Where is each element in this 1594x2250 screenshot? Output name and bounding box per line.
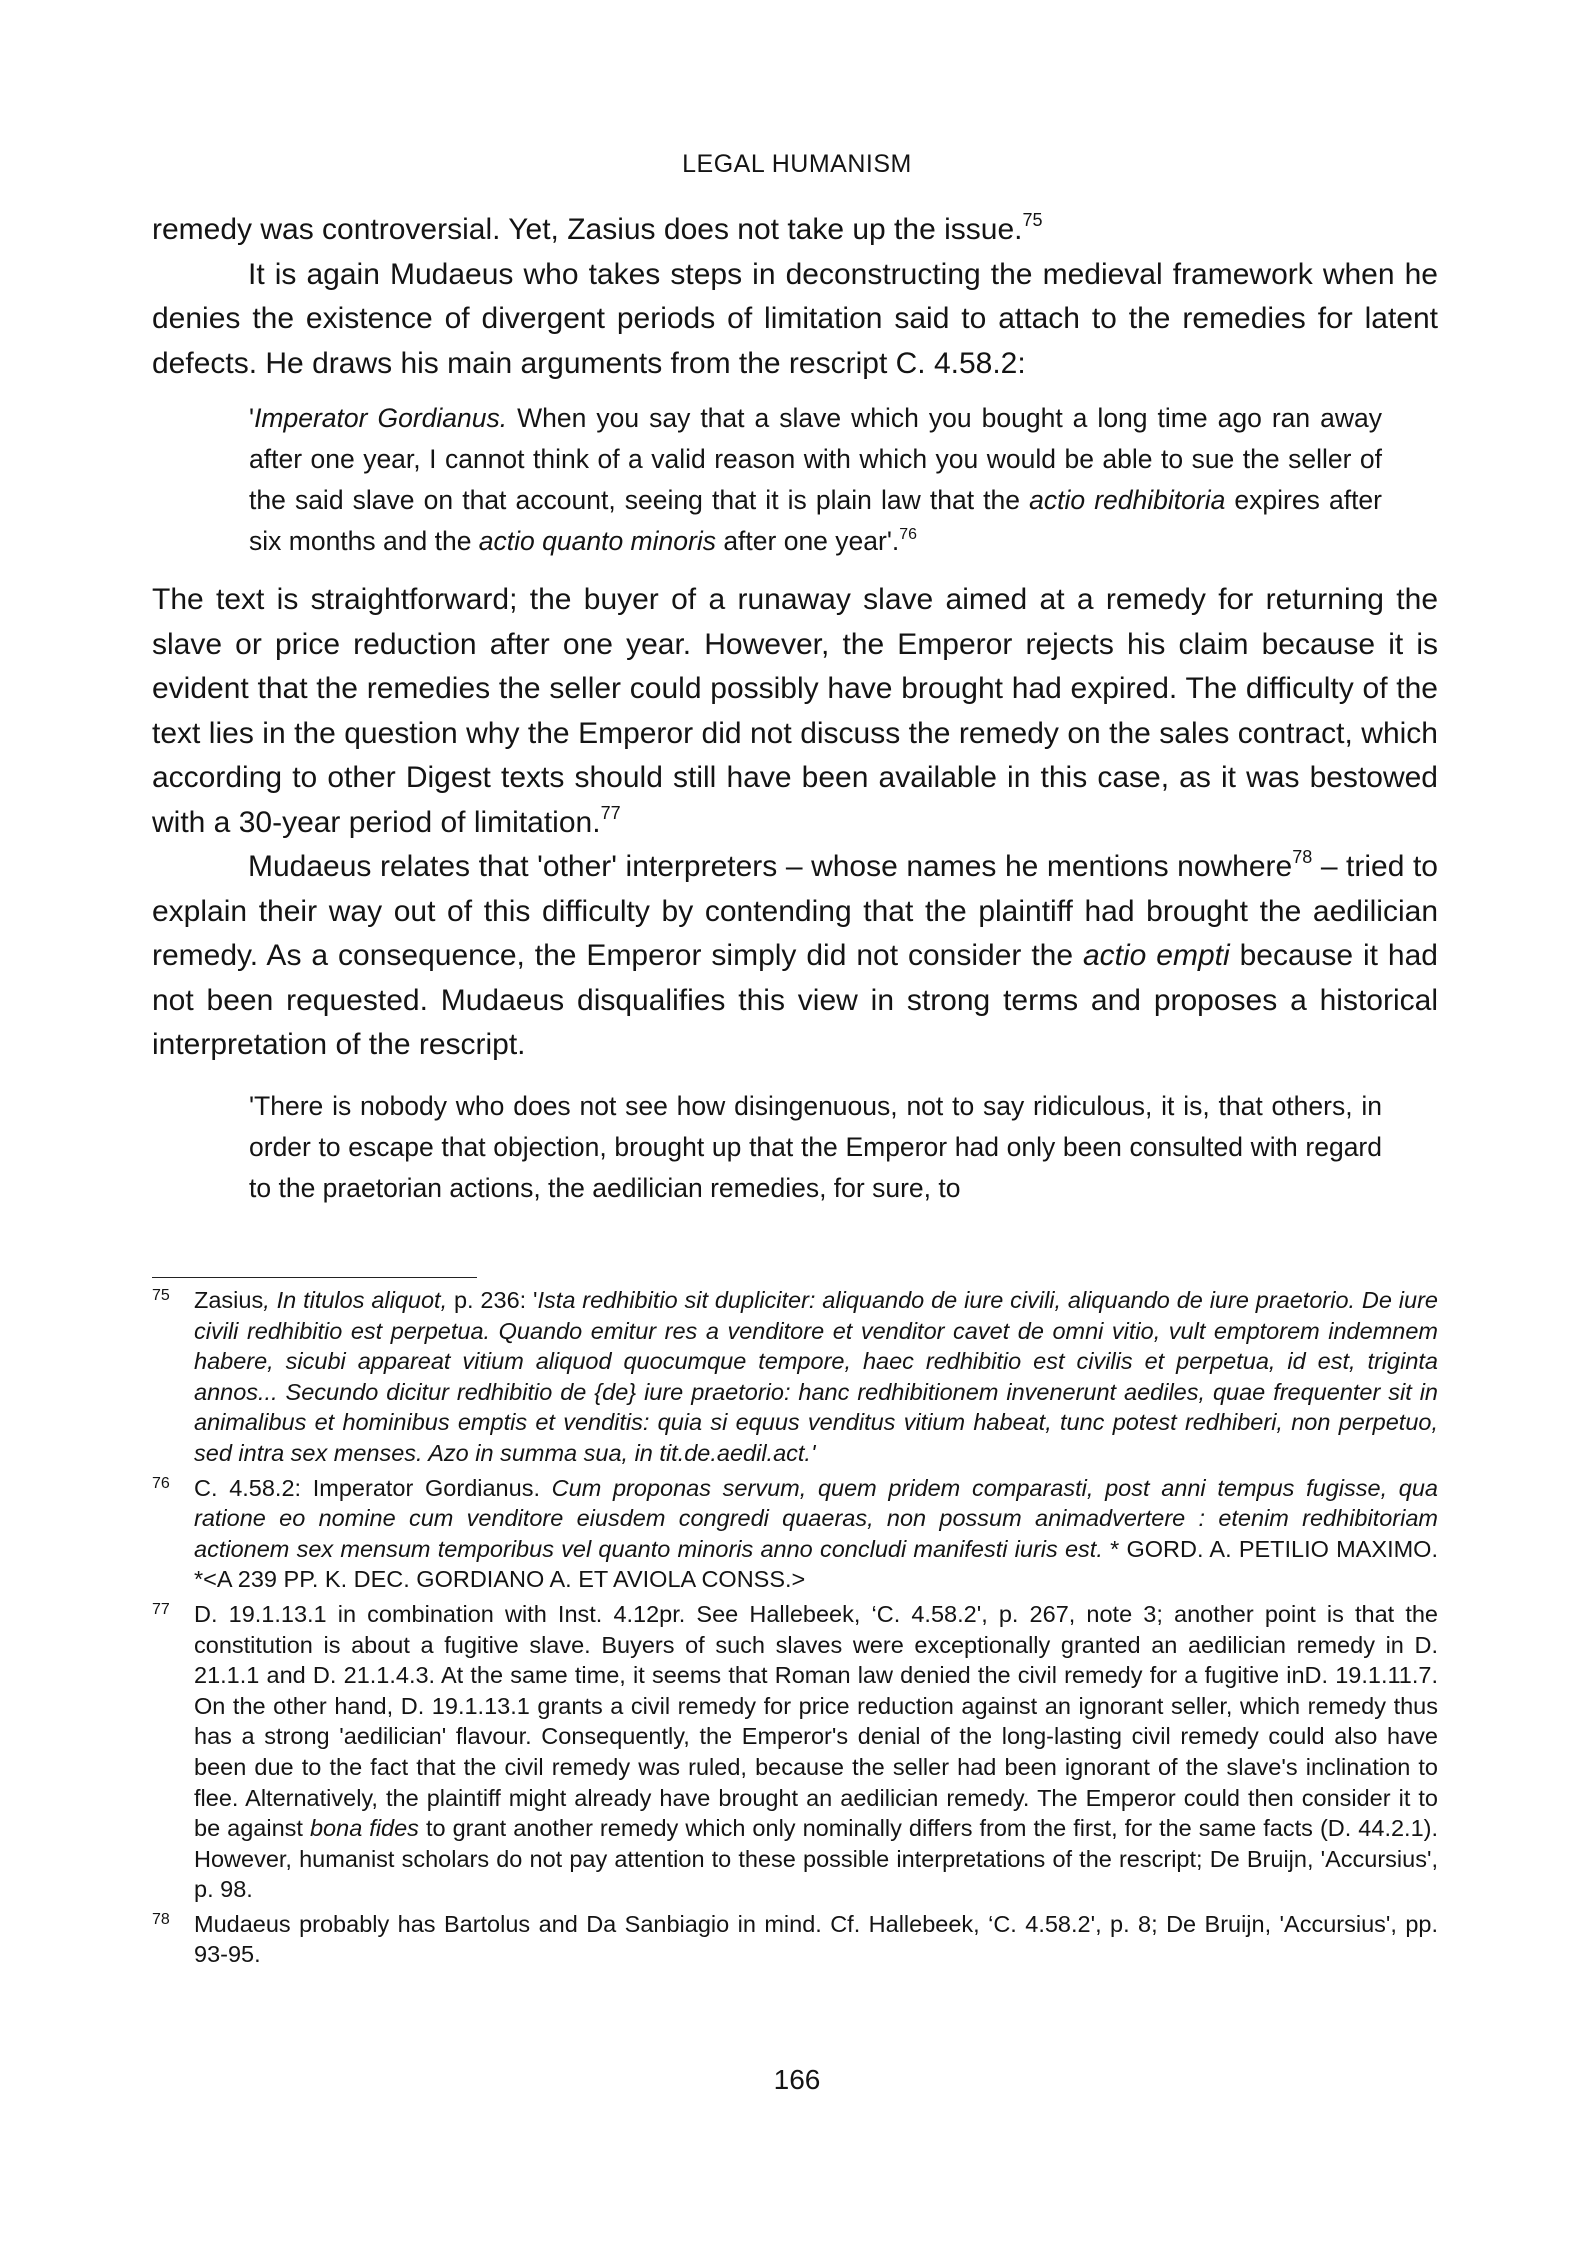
block-quote-rescript: 'Imperator Gordianus. When you say that a slave which you bought a long time ago ran away after one year, I cannot think of a valid reason with which you would be able to sue the seller of the said slave on that account, seeing that it is plain law that the actio redhibitoria expires after six months and the actio quanto minoris after one year'.$^{76}$ xyxy=(249,403,1382,556)
footnote-text: Mudaeus probably has Bartolus and Da Sanbiagio in mind. Cf. Hallebeek, ‘C. 4.58.2', p. 8; De Bruijn, 'Accursius', pp. 93-95. xyxy=(194,1910,1438,1968)
block-quote-mudaeus: 'There is nobody who does not see how disingenuous, not to say ridiculous, it is, that others, in order to escape that objection, brought up that the Emperor had only been consulted with regard to the praetorian actions, the aedilician remedies, for sure, to xyxy=(249,1090,1382,1203)
footnote-76 xyxy=(152,1473,1438,1595)
footnote-number: 75 xyxy=(152,1287,170,1304)
running-head: LEGAL HUMANISM xyxy=(682,150,912,178)
paragraph-text-analysis: The text is straightforward; the buyer of a runaway slave aimed at a remedy for returning the slave or price reduction after one year. However, the Emperor rejects his claim because it is evident that the remedies the seller could possibly have brought had expired. The difficulty of the text lies in the question why the Emperor did not discuss the remedy on the sales contract, which according to other Digest texts should still have been available in this case, as it was bestowed with a 30-year period of limitation.$^{77}$ xyxy=(152,583,1438,839)
footnote-ref-78[interactable]: 78 xyxy=(1292,847,1313,868)
footnote-separator xyxy=(152,1277,477,1278)
footnote-text: Zasius, In titulos aliquot, p. 236: 'Ista redhibitio sit dupliciter: aliquando de iure civili, aliquando de iure praetorio. De iure civili redhibitio est perpetua. Quando emitur res a venditore et venditor cavet de omni vitio, vult emptorem indemnem habere, sicubi appareat vitium aliquod quocumque tempore, haec redhibitio est civilis et perpetua, id est, triginta annos... Secundo dicitur redhibitio de {de} iure praetorio: hanc redhibitionem invenerunt aediles, quae frequenter sit in animalibus et hominibus emptis et venditis: quia si equus venditus vitium habeat, tunc potest redhiberi, non perpetuo, sed intra sex menses. Azo in summa sua, in tit.de.aedil.act.' xyxy=(194,1287,1438,1466)
paragraph-mudaeus-deconstruction: It is again Mudaeus who takes steps in deconstructing the medieval framework when he denies the existence of divergent periods of limitation said to attach to the remedies for latent defects. He draws his main arguments from the rescript C. 4.58.2: xyxy=(152,257,1438,380)
footnote-78 xyxy=(152,1909,1438,1970)
footnote-ref-77[interactable]: 77 xyxy=(600,802,621,823)
footnote-number: 76 xyxy=(152,1474,170,1492)
footnote-number: 77 xyxy=(152,1600,170,1618)
footnote-number: 78 xyxy=(152,1910,170,1928)
footnote-text: D. 19.1.13.1 in combination with Inst. 4.12pr. See Hallebeek, ‘C. 4.58.2', p. 267, note 3; another point is that the constitution is about a fugitive slave. Buyers of such slaves were exceptionally granted an aedilician remedy in D. 21.1.1 and D. 21.1.4.3. At the same time, it seems that Roman law denied the civil remedy for a fugitive inD. 19.1.11.7. On the other hand, D. 19.1.13.1 grants a civil remedy for price reduction against an ignorant seller, which remedy thus has a strong 'aedilician' flavour. Consequently, the Emperor's denial of the long-lasting civil remedy could also have been due to the fact that the civil remedy was ruled, because the seller had been ignorant of the slave's inclination to flee. Alternatively, the plaintiff might already have brought an aedilician remedy. The Emperor could then consider it to be against bona fides to grant another remedy which only nominally differs from the first, for the same facts (D. 44.2.1). However, humanist scholars do not pay attention to these possible interpretations of the rescript; De Bruijn, 'Accursius', p. 98. xyxy=(194,1600,1438,1903)
paragraph-other-interpreters: Mudaeus relates that 'other' interpreters – whose names he mentions nowhere$^{78}$ – tried to explain their way out of this difficulty by contending that the plaintiff had brought the aedilician remedy. As a consequence, the Emperor simply did not consider the actio empti because it had not been requested. Mudaeus disqualifies this view in strong terms and proposes a historical interpretation of the rescript. xyxy=(152,847,1438,1061)
footnote-ref-75[interactable]: 75 xyxy=(1022,210,1043,231)
footnote-ref-76[interactable]: 76 xyxy=(899,525,917,543)
paragraph-continuation: remedy was controversial. Yet, Zasius does not take up the issue.$^{75}$ xyxy=(152,210,1043,246)
footnote-text: C. 4.58.2: Imperator Gordianus. Cum proponas servum, quem pridem comparasti, post anni tempus fugisse, qua ratione eo nomine cum venditore eiusdem congredi quaeras, non possum animadvertere : etenim redhibitoriam actionem sex mensum temporibus vel quanto minoris anno concludi manifesti iuris est. * GORD. A. PETILIO MAXIMO. *<A 239 PP. K. DEC. GORDIANO A. ET AVIOLA CONSS.> xyxy=(194,1474,1438,1593)
footnote-77 xyxy=(152,1599,1438,1905)
main-text xyxy=(152,208,1438,1209)
page-number: 166 xyxy=(773,2064,821,2095)
footnotes xyxy=(152,1285,1438,1974)
footnote-75 xyxy=(152,1285,1438,1469)
